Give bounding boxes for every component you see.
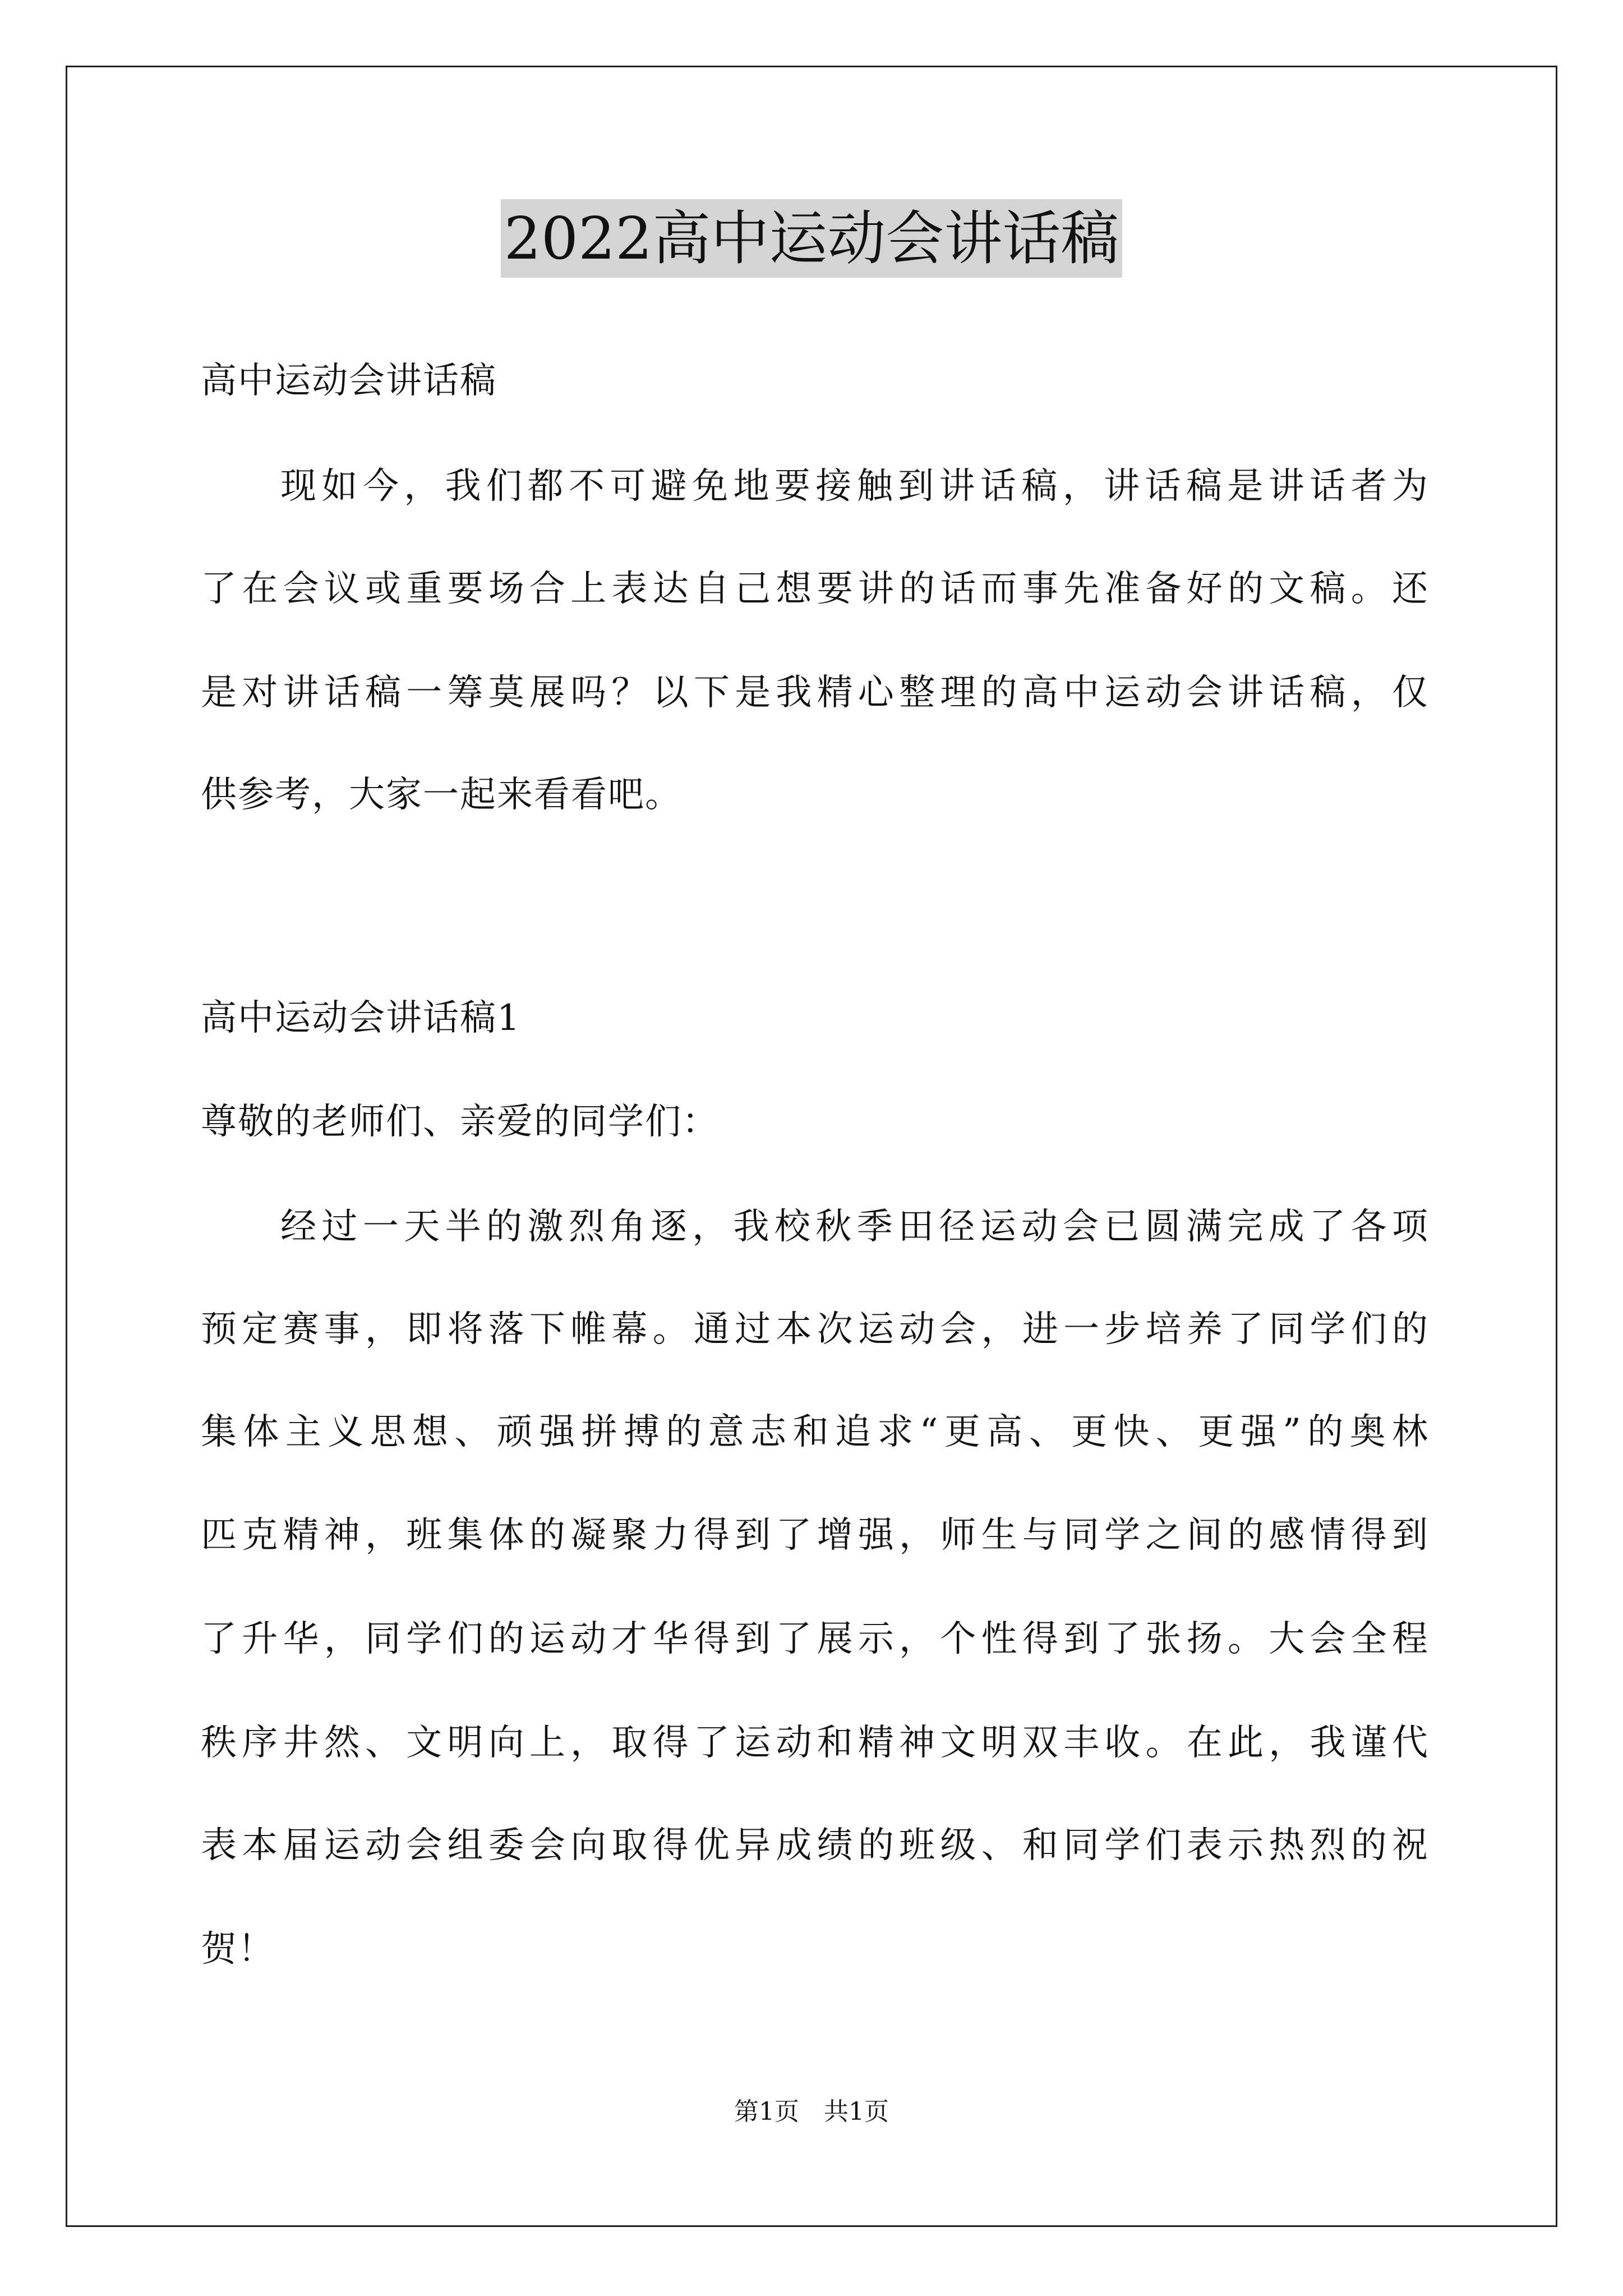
document-title: 2022高中运动会讲话稿 — [501, 199, 1123, 278]
body-line-8: 贺！ — [201, 1929, 275, 1970]
intro-line-4: 供参考，大家一起来看看吧。 — [201, 774, 682, 816]
body-line-7: 表本届运动会组委会向取得优异成绩的班级、和同学们表示热烈的祝 — [201, 1825, 1429, 1866]
salutation: 尊敬的老师们、亲爱的同学们： — [201, 1101, 719, 1143]
document-subtitle: 高中运动会讲话稿 — [201, 360, 497, 402]
page-footer: 第1页 共1页 — [734, 2097, 889, 2126]
title-container — [0, 199, 1623, 278]
body-line-3: 集体主义思想、顽强拼搏的意志和追求“更高、更快、更强”的奥林 — [201, 1411, 1429, 1453]
section-heading: 高中运动会讲话稿1 — [201, 997, 521, 1039]
body-line-2: 预定赛事，即将落下帷幕。通过本次运动会，进一步培养了同学们的 — [201, 1309, 1429, 1350]
body-line-5: 了升华，同学们的运动才华得到了展示，个性得到了张扬。大会全程 — [201, 1618, 1429, 1660]
body-line-4: 匹克精神，班集体的凝聚力得到了增强，师生与同学之间的感情得到 — [201, 1515, 1429, 1556]
intro-line-3: 是对讲话稿一筹莫展吗？以下是我精心整理的高中运动会讲话稿，仅 — [201, 672, 1429, 714]
body-line-6: 秩序井然、文明向上，取得了运动和精神文明双丰收。在此，我谨代 — [201, 1722, 1429, 1764]
body-line-1: 经过一天半的激烈角逐，我校秋季田径运动会已圆满完成了各项 — [280, 1206, 1429, 1248]
intro-line-1: 现如今，我们都不可避免地要接触到讲话稿，讲话稿是讲话者为 — [280, 466, 1429, 507]
intro-line-2: 了在会议或重要场合上表达自己想要讲的话而事先准备好的文稿。还 — [201, 568, 1429, 610]
